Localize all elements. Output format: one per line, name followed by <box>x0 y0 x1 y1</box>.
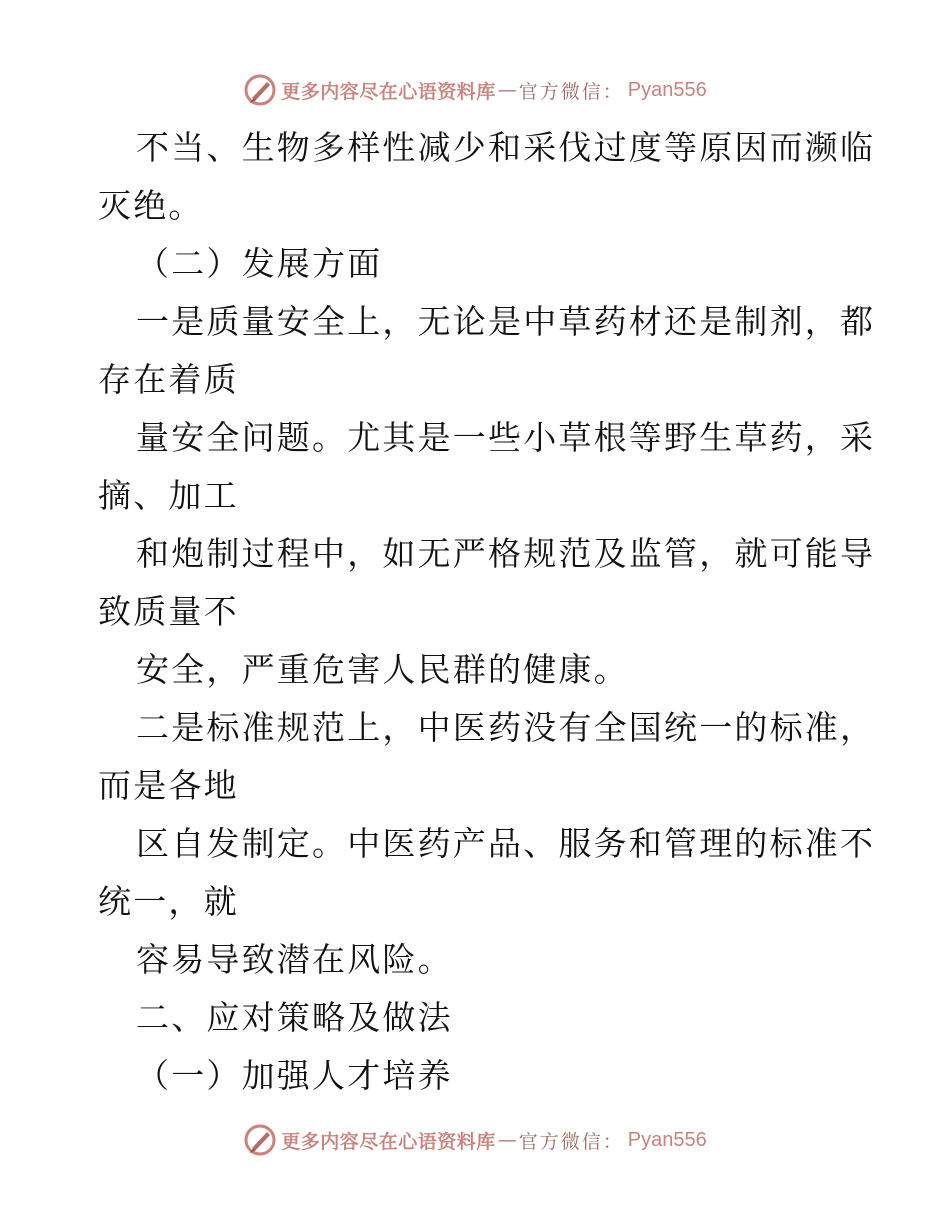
paragraph-line: 区自发制定。中医药产品、服务和管理的标准不 <box>136 824 876 863</box>
footer-wechat-label: 官方微信： <box>518 1130 624 1153</box>
paragraph-line: 和炮制过程中，如无严格规范及监管，就可能导 <box>136 534 876 573</box>
paragraph-line: 而是各地 <box>98 766 239 805</box>
section-heading: （二）发展方面 <box>136 244 383 283</box>
paragraph-line: 不当、生物多样性减少和采伐过度等原因而濒临 <box>136 128 876 167</box>
paragraph-line: 量安全问题。尤其是一些小草根等野生草药，采 <box>136 418 876 457</box>
paragraph-line: 致质量不 <box>98 592 239 631</box>
section-heading: 二、应对策略及做法 <box>136 998 453 1037</box>
paragraph-line: 容易导致潜在风险。 <box>136 940 453 979</box>
paragraph-line: 二是标准规范上，中医药没有全国统一的标准， <box>136 708 876 747</box>
paragraph-line: 安全，严重危害人民群的健康。 <box>136 650 629 689</box>
header-dash: — <box>497 79 517 101</box>
paragraph-line: 摘、加工 <box>98 476 239 515</box>
paragraph-line: 存在着质 <box>98 360 239 399</box>
footer-watermark <box>0 1120 950 1160</box>
header-watermark <box>0 70 950 110</box>
footer-wechat-handle: Pyan556 <box>627 1128 707 1151</box>
header-wechat-label: 官方微信： <box>518 80 624 103</box>
brush-logo-icon <box>243 73 277 107</box>
paragraph-line: 一是质量安全上，无论是中草药材还是制剂，都 <box>136 302 876 341</box>
footer-site-name: 更多内容尽在心语资料库 <box>281 1130 496 1153</box>
footer-dash: — <box>497 1129 517 1151</box>
header-site-name: 更多内容尽在心语资料库 <box>281 80 496 103</box>
section-heading: （一）加强人才培养 <box>136 1056 453 1095</box>
paragraph-line: 统一，就 <box>98 882 239 921</box>
paragraph-line: 灭绝。 <box>98 186 204 225</box>
brush-logo-icon <box>243 1123 277 1157</box>
header-wechat-handle: Pyan556 <box>627 78 707 101</box>
